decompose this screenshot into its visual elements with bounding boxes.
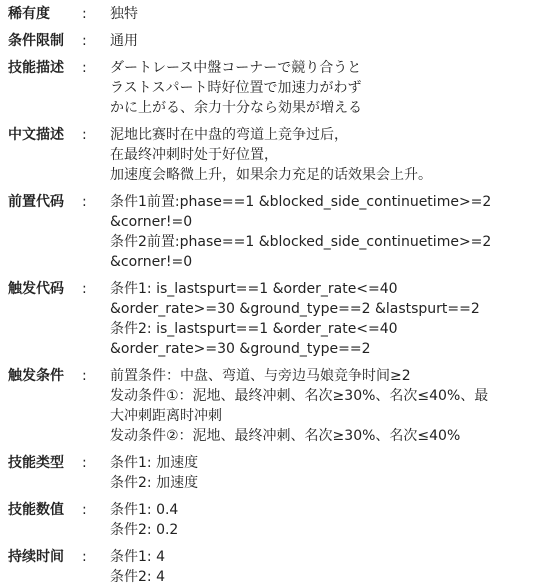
skill-type-value	[110, 453, 536, 493]
chinese-description-label: 中文描述	[8, 127, 64, 143]
value-line: ラストスパート時好位置で加速力がわず	[110, 80, 362, 96]
precondition-code-label: 前置代码	[8, 194, 64, 210]
skill-description-row	[8, 58, 536, 118]
skill-value-label: 技能数值	[8, 502, 64, 518]
trigger-condition-value	[110, 366, 536, 446]
condition-limit-value	[110, 31, 536, 51]
value-line: &order_rate>=30 &ground_type==2	[110, 341, 371, 357]
value-line: 发动条件①：泥地、最终冲刺、名次≥30%、名次≤40%、最	[110, 388, 489, 404]
precondition-code-row	[8, 192, 536, 272]
value-line: 条件1: 0.4	[110, 502, 179, 518]
separator-colon: :	[82, 194, 87, 210]
trigger-code-value	[110, 279, 536, 359]
value-line: 条件2: is_lastspurt==1 &order_rate<=40	[110, 321, 398, 337]
skill-type-row	[8, 453, 536, 493]
value-line: 条件1: 加速度	[110, 455, 199, 471]
value-line: &corner!=0	[110, 214, 193, 230]
duration-value	[110, 547, 536, 587]
value-line: 条件1: is_lastspurt==1 &order_rate<=40	[110, 281, 398, 297]
skill-description-value	[110, 58, 536, 118]
value-line: 条件2: 0.2	[110, 522, 179, 538]
separator-colon: :	[82, 502, 87, 518]
value-line: 泥地比赛时在中盘的弯道上竞争过后，	[110, 127, 348, 143]
value-line: 条件1前置:phase==1 &blocked_side_continuetime>=2	[110, 194, 492, 210]
condition-limit-row	[8, 31, 536, 51]
rarity-value	[110, 4, 536, 24]
value-line: 在最终冲刺时处于好位置，	[110, 147, 278, 163]
precondition-code-value	[110, 192, 536, 272]
separator-colon: :	[82, 455, 87, 471]
trigger-code-row	[8, 279, 536, 359]
value-line: ダートレース中盤コーナーで競り合うと	[110, 60, 362, 76]
rarity-row	[8, 4, 536, 24]
value-line: かに上がる、余力十分なら効果が増える	[110, 100, 362, 116]
trigger-condition-label: 触发条件	[8, 368, 64, 384]
value-line: &order_rate>=30 &ground_type==2 &lastspurt==2	[110, 301, 480, 317]
skill-value-value	[110, 500, 536, 540]
value-line: 加速度会略微上升，如果余力充足的话效果会上升。	[110, 167, 432, 183]
separator-colon: :	[82, 281, 87, 297]
skill-value-row	[8, 500, 536, 540]
separator-colon: :	[82, 549, 87, 565]
skill-description-label: 技能描述	[8, 60, 64, 76]
value-line: 条件2前置:phase==1 &blocked_side_continuetime>=2	[110, 234, 492, 250]
trigger-code-label: 触发代码	[8, 281, 64, 297]
skill-type-label: 技能类型	[8, 455, 64, 471]
separator-colon: :	[82, 60, 87, 76]
value-line: 条件2: 加速度	[110, 475, 199, 491]
value-line: 独特	[110, 6, 138, 22]
value-line: 大冲刺距离时冲刺	[110, 408, 222, 424]
rarity-label: 稀有度	[8, 6, 50, 22]
duration-label: 持续时间	[8, 549, 64, 565]
separator-colon: :	[82, 6, 87, 22]
chinese-description-value	[110, 125, 536, 185]
value-line: 通用	[110, 33, 138, 49]
value-line: 前置条件：中盘、弯道、与旁边马娘竞争时间≥2	[110, 368, 411, 384]
separator-colon: :	[82, 368, 87, 384]
separator-colon: :	[82, 33, 87, 49]
duration-row	[8, 547, 536, 587]
separator-colon: :	[82, 127, 87, 143]
trigger-condition-row	[8, 366, 536, 446]
value-line: 条件2: 4	[110, 569, 165, 585]
value-line: 发动条件②：泥地、最终冲刺、名次≥30%、名次≤40%	[110, 428, 461, 444]
value-line: 条件1: 4	[110, 549, 165, 565]
condition-limit-label: 条件限制	[8, 33, 64, 49]
value-line: &corner!=0	[110, 254, 193, 270]
chinese-description-row	[8, 125, 536, 185]
